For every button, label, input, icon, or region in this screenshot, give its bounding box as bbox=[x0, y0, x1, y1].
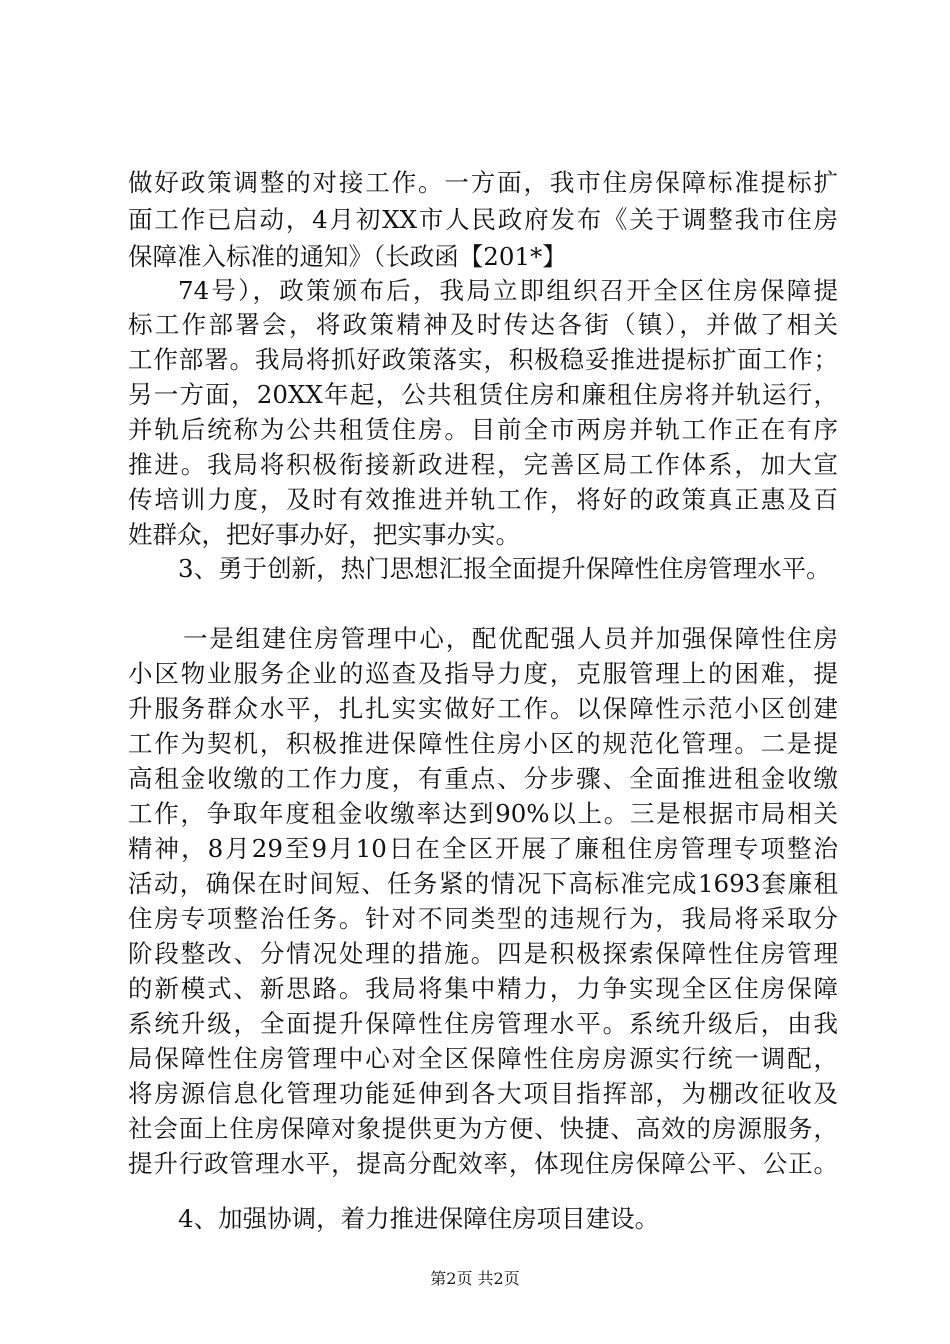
section-heading-4: 4、加强协调，着力推进保障住房项目建设。 bbox=[178, 1204, 660, 1233]
paragraph3-line-16: 提升行政管理水平，提高分配效率，体现住房保障公平、公正。 bbox=[128, 1149, 838, 1178]
paragraph3-line-6: 工作，争取年度租金收缴率达到90%以上。三是根据市局相关 bbox=[128, 799, 838, 828]
paragraph3-line-11: 的新模式、新思路。我局将集中精力，力争实现全区住房保障 bbox=[128, 974, 838, 1003]
paragraph3-line-5: 高租金收缴的工作力度，有重点、分步骤、全面推进租金收缴 bbox=[128, 764, 838, 793]
paragraph2-line-5: 并轨后统称为公共租赁住房。目前全市两房并轨工作正在有序 bbox=[128, 415, 838, 444]
paragraph1-line-3: 保障准入标准的通知》（长政函【201*】 bbox=[128, 242, 567, 271]
paragraph3-line-8: 活动，确保在时间短、任务紧的情况下高标准完成1693套廉租 bbox=[128, 869, 838, 898]
paragraph2-line-1: 74号），政策颁布后，我局立即组织召开全区住房保障提 bbox=[178, 276, 838, 305]
paragraph3-line-3: 升服务群众水平，扎扎实实做好工作。以保障性示范小区创建 bbox=[128, 694, 838, 723]
paragraph3-line-4: 工作为契机，积极推进保障性住房小区的规范化管理。二是提 bbox=[128, 729, 838, 758]
paragraph3-line-10: 阶段整改、分情况处理的措施。四是积极探索保障性住房管理 bbox=[128, 939, 838, 968]
paragraph2-line-7: 传培训力度，及时有效推进并轨工作，将好的政策真正惠及百 bbox=[128, 485, 838, 514]
paragraph2-line-8: 姓群众，把好事办好，把实事办实。 bbox=[128, 520, 520, 549]
paragraph3-line-7: 精神，8月29至9月10日在全区开展了廉租住房管理专项整治 bbox=[128, 834, 838, 863]
paragraph2-line-4: 另一方面，20XX年起，公共租赁住房和廉租住房将并轨运行， bbox=[128, 380, 838, 409]
page-number-footer: 第2页 共2页 bbox=[430, 1269, 520, 1288]
paragraph1-line-1: 做好政策调整的对接工作。一方面，我市住房保障标准提标扩 bbox=[128, 168, 838, 197]
paragraph3-line-14: 将房源信息化管理功能延伸到各大项目指挥部，为棚改征收及 bbox=[128, 1079, 838, 1108]
section-heading-3: 3、勇于创新，热门思想汇报全面提升保障性住房管理水平。 bbox=[178, 554, 831, 583]
paragraph2-line-3: 工作部署。我局将抓好政策落实，积极稳妥推进提标扩面工作； bbox=[128, 345, 838, 374]
paragraph3-line-15: 社会面上住房保障对象提供更为方便、快捷、高效的房源服务， bbox=[128, 1114, 838, 1143]
paragraph3-line-2: 小区物业服务企业的巡查及指导力度，克服管理上的困难，提 bbox=[128, 659, 838, 688]
paragraph2-line-6: 推进。我局将积极衔接新政进程，完善区局工作体系，加大宣 bbox=[128, 450, 838, 479]
paragraph2-line-2: 标工作部署会，将政策精神及时传达各街（镇），并做了相关 bbox=[128, 310, 838, 339]
paragraph3-line-13: 局保障性住房管理中心对全区保障性住房房源实行统一调配， bbox=[128, 1044, 838, 1073]
paragraph3-line-9: 住房专项整治任务。针对不同类型的违规行为，我局将采取分 bbox=[128, 904, 838, 933]
paragraph1-line-2: 面工作已启动，4月初XX市人民政府发布《关于调整我市住房 bbox=[128, 205, 838, 234]
paragraph3-line-12: 系统升级，全面提升保障性住房管理水平。系统升级后，由我 bbox=[128, 1009, 838, 1038]
paragraph3-line-1: 一是组建住房管理中心，配优配强人员并加强保障性住房 bbox=[183, 624, 838, 653]
